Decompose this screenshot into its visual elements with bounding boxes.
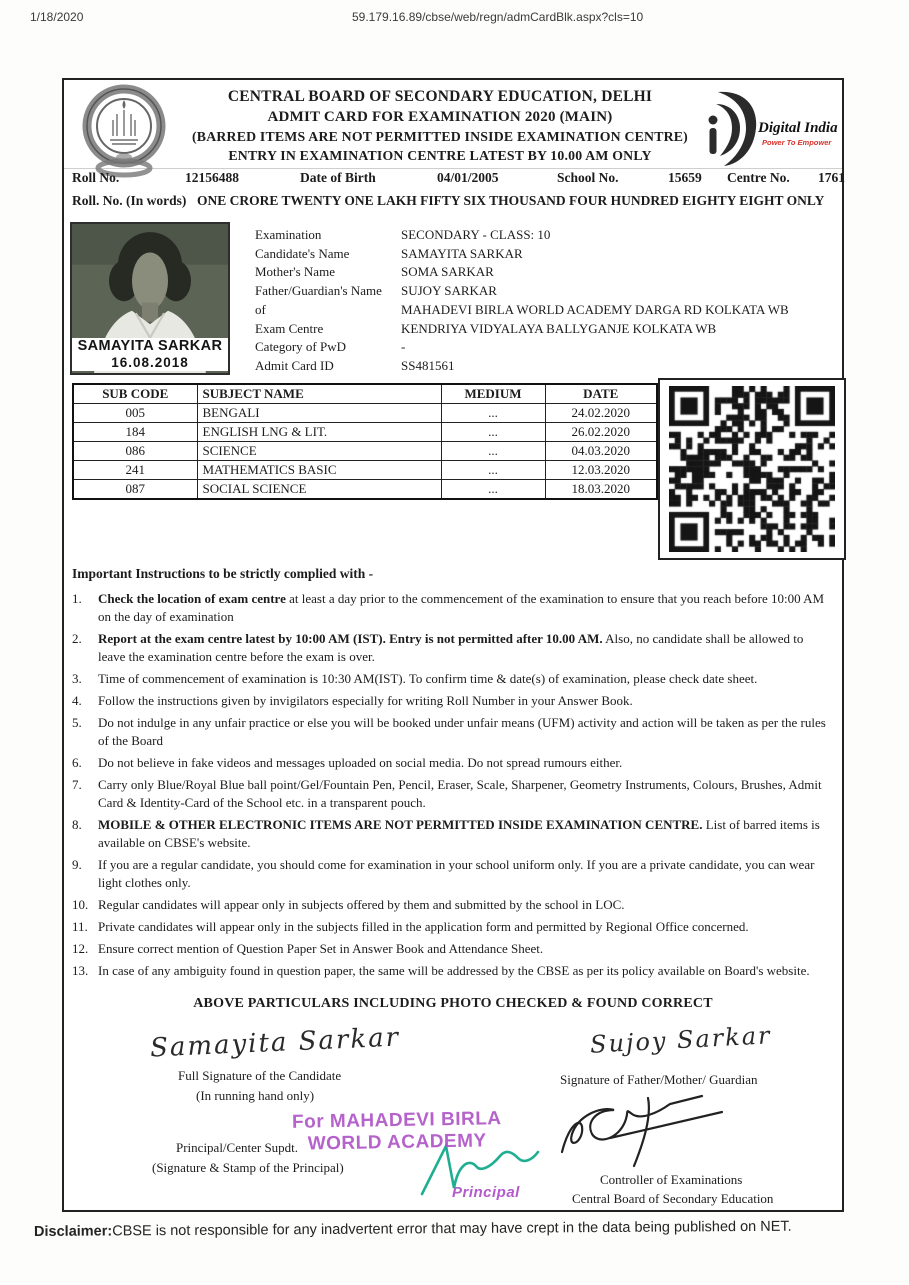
detail-value: SUJOY SARKAR (401, 283, 497, 299)
instruction-bold: Check the location of exam centre (98, 591, 286, 606)
particulars-checked-line: ABOVE PARTICULARS INCLUDING PHOTO CHECKED & FOUND CORRECT (193, 996, 713, 1011)
instruction-rest: at least a day prior to the commencement of the examination to ensure that you reach before 10:00 AM on the day of examination (98, 591, 825, 624)
qr-code (669, 386, 835, 552)
instructions-section (72, 566, 830, 980)
stamp-line-2: WORLD ACADEMY (307, 1130, 487, 1155)
detail-label: of (255, 301, 266, 317)
controller-org-label: Central Board of Secondary Education (572, 1191, 774, 1206)
table-row (73, 461, 657, 480)
instruction-rest: If you are a regular candidate, you should come for examination in your school uniform only. If you are a private candidate, you can wear light clothes only. (98, 857, 815, 890)
instruction-item (72, 692, 830, 710)
instruction-text (98, 896, 830, 914)
qr-code-box (658, 378, 846, 560)
instruction-text (98, 590, 830, 626)
instruction-number: 4. (72, 693, 82, 708)
instructions-heading: Important Instructions to be strictly complied with - (72, 566, 374, 581)
cell-medium: ... (441, 442, 545, 461)
instruction-number: 6. (72, 755, 82, 770)
detail-value: SAMAYITA SARKAR (401, 245, 523, 261)
detail-label: Father/Guardian's Name (255, 283, 382, 299)
instruction-number: 5. (72, 715, 82, 730)
candidate-signature-label: Full Signature of the Candidate (178, 1068, 342, 1083)
entry-time-line: ENTRY IN EXAMINATION CENTRE LATEST BY 10.00 AM ONLY (228, 148, 652, 163)
cell-medium: ... (441, 404, 545, 423)
disclaimer (34, 1218, 886, 1240)
cell-subject-name: MATHEMATICS BASIC (197, 461, 441, 480)
school-no-value: 15659 (668, 170, 702, 185)
instruction-rest: Do not indulge in any unfair practice or else you will be booked under unfair means (UFM) activity and action will be taken as per the rules of the Board (98, 715, 826, 748)
detail-value: - (401, 339, 406, 355)
digital-india-tagline: Power To Empower (762, 138, 832, 147)
col-sub-code: SUB CODE (73, 384, 197, 404)
instruction-number: 2. (72, 631, 82, 646)
cell-date: 18.03.2020 (545, 480, 657, 500)
print-url: 59.179.16.89/cbse/web/regn/admCardBlk.aspx?cls=10 (352, 10, 644, 24)
instruction-number: 9. (72, 857, 82, 872)
cell-sub-code: 005 (73, 404, 197, 423)
instruction-rest: Private candidates will appear only in the subjects filled in the application form and permitted by Regional Office concerned. (98, 919, 749, 934)
instruction-number: 10. (72, 897, 89, 912)
candidate-photo (70, 222, 230, 375)
detail-row (255, 226, 836, 245)
candidate-details (255, 226, 836, 376)
instruction-text (98, 670, 830, 688)
detail-value: KENDRIYA VIDYALAYA BALLYGANJE KOLKATA WB (401, 320, 717, 336)
detail-label: Candidate's Name (255, 245, 350, 261)
instruction-text (98, 630, 830, 666)
cell-sub-code: 087 (73, 480, 197, 500)
cell-date: 26.02.2020 (545, 423, 657, 442)
cell-sub-code: 184 (73, 423, 197, 442)
detail-label: Examination (255, 227, 322, 242)
instruction-bold: Report at the exam centre latest by 10:00 AM (IST). Entry is not permitted after 10.00 AM. (98, 631, 603, 646)
table-row (73, 480, 657, 500)
instruction-item (72, 754, 830, 772)
detail-value: SECONDARY - CLASS: 10 (401, 227, 551, 242)
detail-row (255, 282, 836, 301)
photo-name: SAMAYITA SARKAR (77, 338, 223, 354)
roll-no-value: 12156488 (185, 170, 239, 185)
candidate-signature-sublabel: (In running hand only) (196, 1088, 315, 1103)
detail-label: Category of PwD (255, 339, 346, 355)
subjects-table (72, 383, 658, 500)
instruction-item (72, 856, 830, 892)
instruction-text (98, 754, 830, 772)
cell-date: 04.03.2020 (545, 442, 657, 461)
cell-sub-code: 241 (73, 461, 197, 480)
cell-subject-name: ENGLISH LNG & LIT. (197, 423, 441, 442)
col-medium: MEDIUM (441, 384, 545, 404)
cell-subject-name: BENGALI (197, 404, 441, 423)
instruction-item (72, 776, 830, 812)
instruction-number: 7. (72, 777, 82, 792)
instruction-rest: Time of commencement of examination is 10:30 AM(IST). To confirm time & date(s) of examination, please check date sheet. (98, 671, 758, 686)
detail-row (255, 245, 836, 264)
instruction-number: 1. (72, 591, 82, 606)
disclaimer-text: CBSE is not responsible for any inadvertent error that may have crept in the data being published on NET. (112, 1218, 792, 1240)
disclaimer-label: Disclaimer: (33, 1223, 113, 1240)
school-no-label: School No. (557, 170, 619, 185)
instruction-number: 13. (72, 963, 89, 978)
detail-label: Admit Card ID (255, 357, 334, 373)
table-row (73, 404, 657, 423)
instruction-text (98, 856, 830, 892)
instruction-text (98, 714, 830, 750)
instruction-bold: MOBILE & OTHER ELECTRONIC ITEMS ARE NOT PERMITTED INSIDE EXAMINATION CENTRE. (98, 817, 703, 832)
stamp-line-1: For MAHADEVI BIRLA (291, 1108, 502, 1133)
table-header-row (73, 384, 657, 404)
detail-row (255, 301, 836, 320)
instruction-text (98, 692, 830, 710)
barred-items-line: (BARRED ITEMS ARE NOT PERMITTED INSIDE EXAMINATION CENTRE) (192, 129, 688, 144)
cbse-logo-icon (70, 84, 182, 180)
roll-words-label: Roll. No. (In words) (72, 193, 187, 208)
instruction-item (72, 962, 830, 980)
instruction-number: 11. (72, 919, 88, 934)
instruction-item (72, 940, 830, 958)
instructions-list (72, 590, 830, 980)
instruction-item (72, 630, 830, 666)
col-date: DATE (545, 384, 657, 404)
instruction-rest: In case of any ambiguity found in question paper, the same will be addressed by the CBSE as per its policy available on Board's website. (98, 963, 810, 978)
instruction-rest: Regular candidates will appear only in subjects offered by them and submitted by the school in LOC. (98, 897, 625, 912)
principal-stamp-label: (Signature & Stamp of the Principal) (152, 1160, 344, 1175)
guardian-signature: Sujoy Sarkar (589, 1021, 773, 1059)
table-row (73, 423, 657, 442)
instruction-item (72, 714, 830, 750)
photo-date: 16.08.2018 (111, 355, 189, 370)
instruction-number: 3. (72, 671, 82, 686)
detail-label: Mother's Name (255, 264, 335, 280)
principal-title-label: Principal/Center Supdt. (176, 1140, 299, 1155)
instruction-text (98, 816, 830, 852)
card-header (186, 87, 694, 165)
cell-date: 24.02.2020 (545, 404, 657, 423)
detail-value: MAHADEVI BIRLA WORLD ACADEMY DARGA RD KOLKATA WB (401, 301, 789, 317)
instruction-rest: Ensure correct mention of Question Paper Set in Answer Book and Attendance Sheet. (98, 941, 544, 956)
instruction-item (72, 816, 830, 852)
instruction-item (72, 590, 830, 626)
instruction-item (72, 896, 830, 914)
print-date: 1/18/2020 (30, 10, 84, 24)
guardian-signature-label: Signature of Father/Mother/ Guardian (560, 1072, 758, 1087)
roll-no-label: Roll No. (72, 170, 120, 185)
instruction-text (98, 918, 830, 936)
detail-label: Exam Centre (255, 320, 324, 336)
school-stamp (242, 1107, 553, 1156)
centre-no-value: 1761 (818, 170, 845, 185)
board-name: CENTRAL BOARD OF SECONDARY EDUCATION, DELHI (227, 88, 653, 105)
detail-row (255, 357, 836, 376)
controller-signature (552, 1094, 767, 1177)
principal-word: Principal (452, 1184, 520, 1201)
cell-medium: ... (441, 461, 545, 480)
instruction-rest: Carry only Blue/Royal Blue ball point/Gel/Fountain Pen, Pencil, Eraser, Scale, Sharpener, Geometry Instruments, Colours, Brushes, Admit Card & Identity-Card of the School etc. in a transparent pouch. (98, 777, 822, 810)
instruction-rest: List of barred items is available on CBSE's website. (98, 817, 820, 850)
cell-subject-name: SOCIAL SCIENCE (197, 480, 441, 500)
instruction-number: 8. (72, 817, 82, 832)
dob-value: 04/01/2005 (437, 170, 499, 185)
cell-medium: ... (441, 480, 545, 500)
cell-sub-code: 086 (73, 442, 197, 461)
detail-value: SOMA SARKAR (401, 264, 494, 280)
detail-row (255, 320, 836, 339)
admit-card (62, 78, 844, 1212)
dob-label: Date of Birth (300, 170, 376, 185)
detail-row (255, 263, 836, 282)
instruction-rest: Do not believe in fake videos and messages uploaded on social media. Do not spread rumours either. (98, 755, 623, 770)
detail-value: SS481561 (401, 357, 455, 373)
instruction-text (98, 776, 830, 812)
card-title: ADMIT CARD FOR EXAMINATION 2020 (MAIN) (267, 109, 613, 125)
digital-india-logo-icon (700, 88, 836, 170)
candidate-signature: Samayita Sarkar (149, 1022, 401, 1064)
table-row (73, 442, 657, 461)
detail-row (255, 338, 836, 357)
centre-no-label: Centre No. (727, 170, 790, 185)
digital-india-wordmark: Digital India (758, 120, 838, 136)
instruction-rest: Also, no candidate shall be allowed to leave the examination centre before the exam is over. (98, 631, 804, 664)
instruction-item (72, 670, 830, 688)
instruction-item (72, 918, 830, 936)
roll-words-value: ONE CRORE TWENTY ONE LAKH FIFTY SIX THOUSAND FOUR HUNDRED EIGHTY EIGHT ONLY (197, 193, 825, 208)
cell-date: 12.03.2020 (545, 461, 657, 480)
cell-subject-name: SCIENCE (197, 442, 441, 461)
instruction-text (98, 940, 830, 958)
cell-medium: ... (441, 423, 545, 442)
instruction-rest: Follow the instructions given by invigilators especially for writing Roll Number in your Answer Book. (98, 693, 633, 708)
instruction-text (98, 962, 830, 980)
instruction-number: 12. (72, 941, 89, 956)
col-subject-name: SUBJECT NAME (197, 384, 441, 404)
photo-caption (72, 338, 228, 371)
controller-title-label: Controller of Examinations (600, 1172, 743, 1187)
